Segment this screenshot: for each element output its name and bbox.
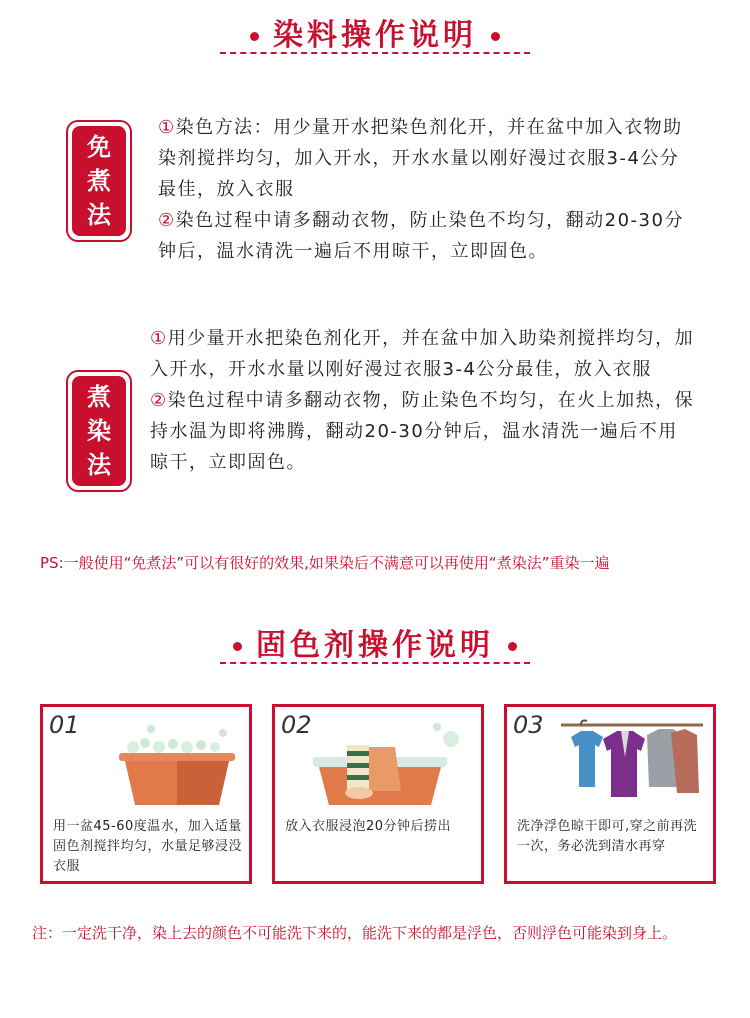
method-no-boil-text bbox=[158, 112, 688, 267]
fix-step-1 bbox=[40, 704, 252, 884]
bottom-note: 注：一定洗干净，染上去的颜色不可能洗下来的，能洗下来的都是浮色，否则浮色可能染到身上。 bbox=[32, 924, 678, 942]
badge-no-boil: 免 煮 法 bbox=[66, 120, 132, 242]
soaking-clothes-icon bbox=[305, 717, 475, 807]
fix-step-3 bbox=[504, 704, 716, 884]
method-step: ①染色方法：用少量开水把染色剂化开，并在盆中加入衣物助染剂搅拌均匀，加入开水，开水水量以刚好漫过衣服3-4公分最佳，放入衣服 bbox=[158, 117, 683, 200]
title-divider bbox=[220, 52, 530, 54]
title-divider bbox=[220, 662, 530, 664]
step-text: 用一盆45-60度温水，加入适量固色剂搅拌均匀，水量足够浸没衣服 bbox=[53, 819, 243, 874]
ps-note: PS:一般使用“免煮法”可以有很好的效果,如果染后不满意可以再使用“煮染法”重染一遍 bbox=[40, 554, 610, 572]
title-dot-right bbox=[508, 642, 517, 651]
step-text: 放入衣服浸泡20分钟后捞出 bbox=[285, 819, 452, 834]
hanging-clothes-icon bbox=[537, 717, 707, 807]
fix-step-2 bbox=[272, 704, 484, 884]
method-boil-dye-text bbox=[150, 323, 695, 478]
method-step: ②染色过程中请多翻动衣物，防止染色不均匀，翻动20-30分钟后，温水清洗一遍后不用晾干，立即固色。 bbox=[158, 210, 684, 262]
badge-boil-dye: 煮 染 法 bbox=[66, 370, 132, 492]
step-number: 02 bbox=[281, 711, 312, 739]
method-step: ①用少量开水把染色剂化开，并在盆中加入助染剂搅拌均匀，加入开水，开水水量以刚好漫过衣服3-4公分最佳，放入衣服 bbox=[150, 328, 695, 380]
basin-bubbles-icon bbox=[73, 717, 243, 807]
method-step: ②染色过程中请多翻动衣物，防止染色不均匀，在火上加热，保持水温为即将沸腾，翻动20-30分钟后，温水清洗一遍后不用晾干，立即固色。 bbox=[150, 390, 695, 473]
title-dot-left bbox=[233, 642, 242, 651]
step-text: 洗净浮色晾干即可,穿之前再洗一次，务必洗到清水再穿 bbox=[517, 819, 698, 854]
step-number: 01 bbox=[49, 711, 80, 739]
fix-section-title: 固色剂操作说明 bbox=[0, 620, 750, 664]
title-dot-right bbox=[491, 32, 500, 41]
dye-section-title: 染料操作说明 bbox=[0, 10, 750, 54]
title-dot-left bbox=[250, 32, 259, 41]
step-number: 03 bbox=[513, 711, 544, 739]
